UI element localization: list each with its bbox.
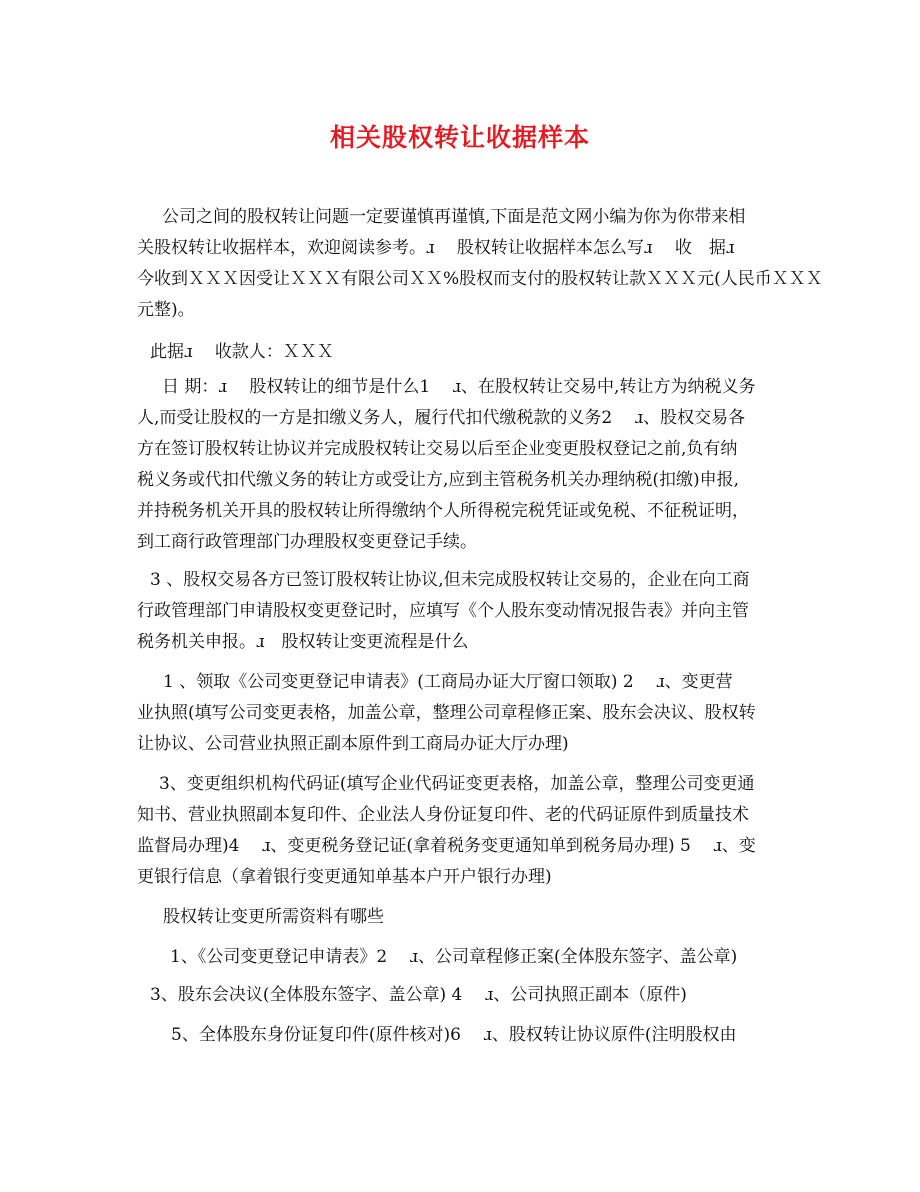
text-line: 3、变更组织机构代码证(填写企业代码证变更表格，加盖公章，整理公司变更通 <box>159 774 755 794</box>
text-line: 公司之间的股权转让问题一定要谨慎再谨慎,下面是范文网小编为你为你带来相 <box>162 207 746 227</box>
text-line: 税义务或代扣代缴义务的转让方或受让方,应到主管税务机关办理纳税(扣缴)申报, <box>137 470 740 490</box>
document-title: 相关股权转让收据样本 <box>329 123 590 152</box>
text-line: 5、全体股东身份证复印件(原件核对)6 ɹ、股权转让协议原件(注明股权由 <box>171 1025 737 1045</box>
text-line: 1、《公司变更登记申请表》2 ɹ、公司章程修正案(全体股东签字、盖公章) <box>170 947 738 967</box>
text-line: 并持税务机关开具的股权转让所得缴纳个人所得税完税凭证或免税、不征税证明， <box>137 501 749 521</box>
text-line: 1 、领取《公司变更登记申请表》(工商局办证大厅窗口领取) 2 ɹ、变更营 <box>163 672 733 692</box>
text-line: 股权转让变更所需资料有哪些 <box>163 907 384 927</box>
text-line: 知书、营业执照副本复印件、企业法人身份证复印件、老的代码证原件到质量技术 <box>137 805 749 825</box>
text-line: 让协议、公司营业执照正副本原件到工商局办证大厅办理) <box>137 734 569 754</box>
text-line: 监督局办理)4 ɹ、变更税务登记证(拿着税务变更通知单到税务局办理) 5 ɹ、变 <box>137 836 756 856</box>
text-line: 元整)。 <box>137 300 195 320</box>
text-line: 人,而受让股权的一方是扣缴义务人，履行代扣代缴税款的义务2 ɹ、股权交易各 <box>137 408 746 428</box>
text-line: 日 期：ɹ 股权转让的细节是什么1 ɹ、在股权转让交易中,转让方为纳税义务 <box>162 377 756 397</box>
text-line: 行政管理部门申请股权变更登记时，应填写《个人股东变动情况报告表》并向主管 <box>137 601 749 621</box>
text-line: 3 、股权交易各方已签订股权转让协议,但未完成股权转让交易的，企业在向工商 <box>150 570 750 590</box>
text-line: 到工商行政管理部门办理股权变更登记手续。 <box>137 532 477 552</box>
text-line: 更银行信息（拿着银行变更通知单基本户开户银行办理) <box>137 867 552 887</box>
text-line: 关股权转让收据样本，欢迎阅读参考。ɹ 股权转让收据样本怎么写ɹ 收 据ɹ <box>137 238 735 258</box>
text-line: 方在签订股权转让协议并完成股权转让交易以后至企业变更股权登记之前,负有纳 <box>137 439 738 459</box>
text-line: 3、股东会决议(全体股东签字、盖公章) 4 ɹ、公司执照正副本（原件) <box>150 985 687 1005</box>
text-line: 业执照(填写公司变更表格，加盖公章，整理公司章程修正案、股东会决议、股权转 <box>137 703 756 723</box>
text-line: 今收到ＸＸＸ因受让ＸＸＸ有限公司ＸＸ%股权而支付的股权转让款ＸＸＸ元(人民币ＸＸＸ <box>137 269 823 289</box>
text-line: 税务机关申报。ɹ 股权转让变更流程是什么 <box>137 632 469 652</box>
text-line: 此据ɹ 收款人：ＸＸＸ <box>150 342 334 362</box>
